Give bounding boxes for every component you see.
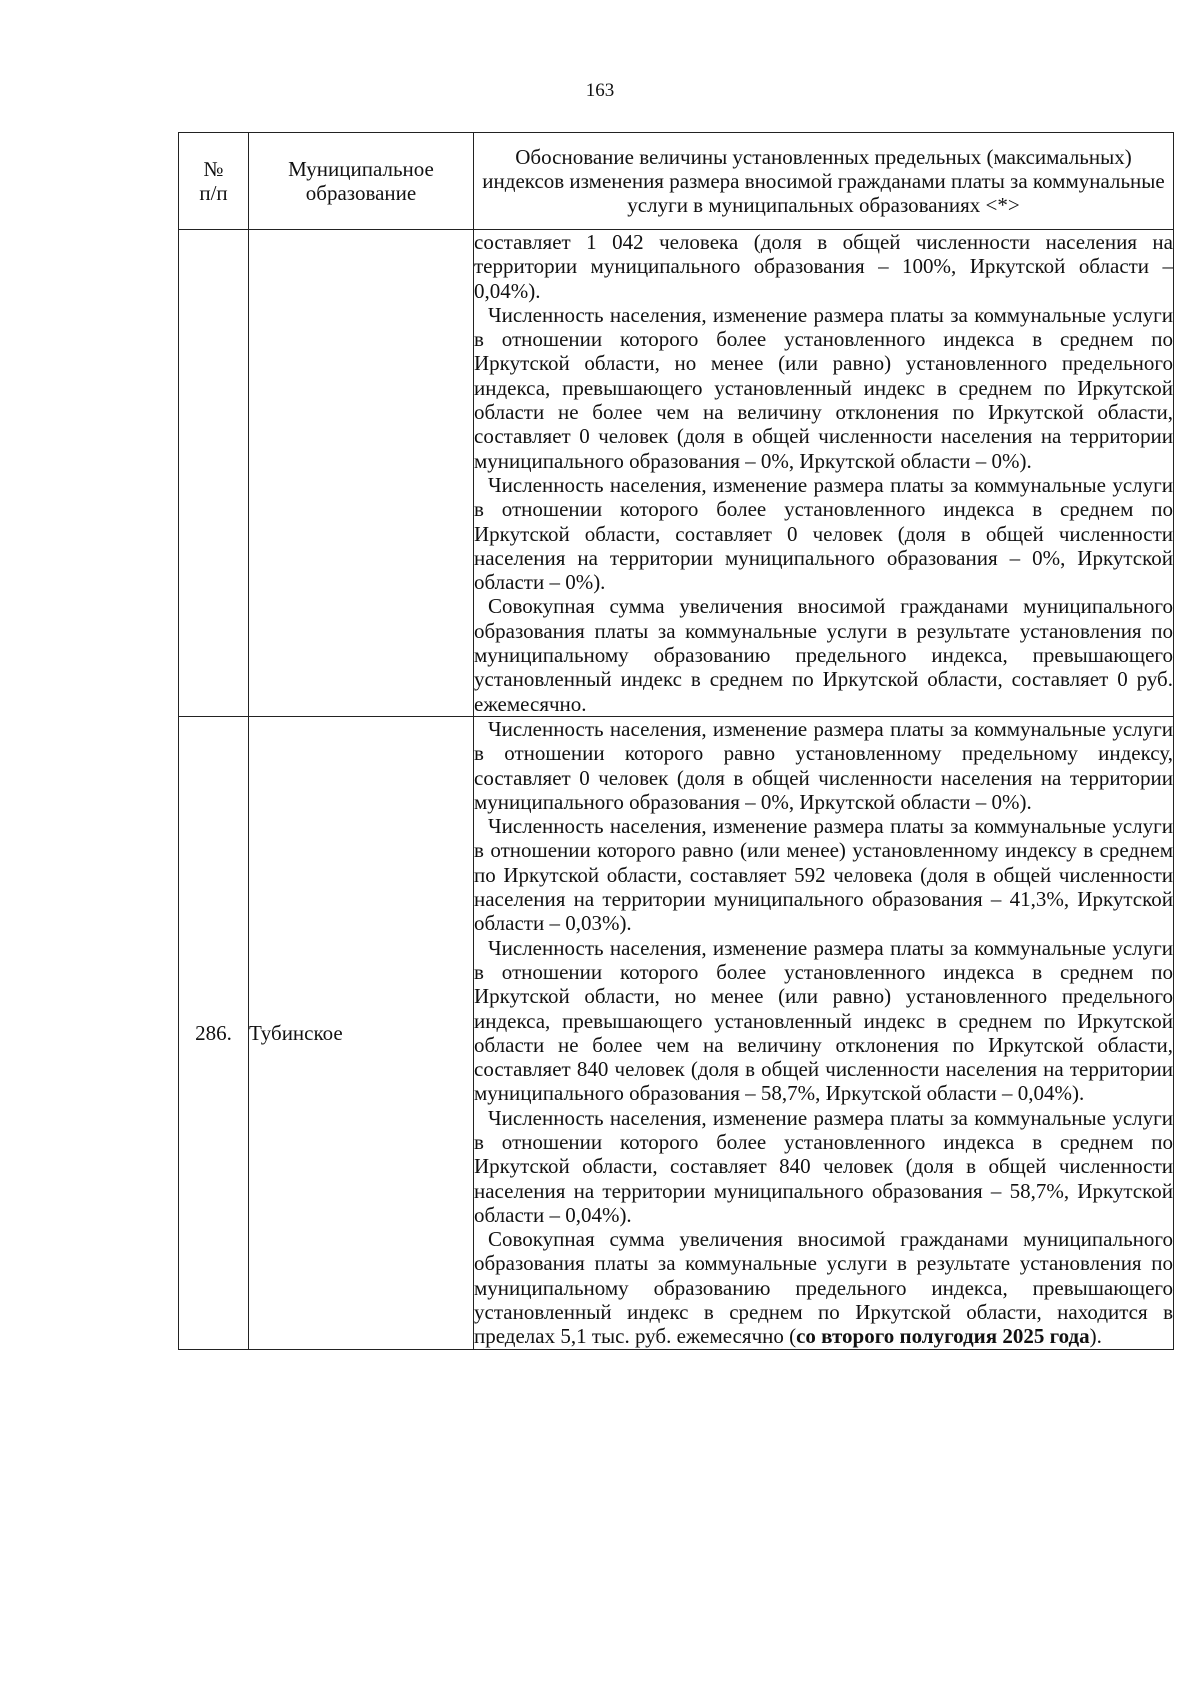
row-number-cell: 286. [179,716,249,1349]
paragraph: Численность населения, изменение размера платы за коммунальные услуги в отношении которого более установленного индекса в среднем по Иркутской области, но менее (или равно) установленного предельного индекса, превышающего установленный индекс в среднем по Иркутской области не более чем на величину отклонения по Иркутской области, составляет 840 человек (доля в общей численности населения на территории муниципального образования – 58,7%, Иркутской области – 0,04%). [474,935,1173,1106]
paragraph: Численность населения, изменение размера платы за коммунальные услуги в отношении которого равно (или менее) установленному индексу в среднем по Иркутской области, составляет 592 человека (доля в общей численности населения на территории муниципального образования – 41,3%, Иркутской области – 0,03%). [474,814,1173,936]
table-header-row [179,133,1174,230]
paragraph-bold-period: со второго полугодия 2025 года [796,1324,1090,1349]
row-number-cell [179,230,249,717]
header-number-abbrev: п/п [199,181,228,205]
header-municipality-line2: образование [305,181,417,205]
paragraph: составляет 1 042 человека (доля в общей численности населения на территории муниципального образования – 100%, Иркутской области – 0,04%). [474,230,1173,303]
header-justification: Обоснование величины установленных предельных (максимальных) индексов изменения размера вносимой гражданами платы за коммунальные услуги в муниципальных образованиях <*> [474,133,1174,230]
header-municipality [249,133,474,230]
header-number [179,133,249,230]
row-justification-cell [474,230,1174,717]
paragraph [474,1227,1173,1348]
paragraph: Численность населения, изменение размера платы за коммунальные услуги в отношении которого равно установленному предельному индексу, составляет 0 человек (доля в общей численности населения на территории муниципального образования – 0%, Иркутской области – 0%). [474,716,1173,814]
row-municipality-cell: Тубинское [249,716,474,1349]
table-row [179,230,1174,717]
header-municipality-line1: Муниципальное [288,156,434,181]
paragraph: Численность населения, изменение размера платы за коммунальные услуги в отношении которого более установленного индекса в среднем по Иркутской области, составляет 0 человек (доля в общей численности населения на территории муниципального образования – 0%, Иркутской области – 0%). [474,472,1173,595]
table-row [179,716,1174,1349]
paragraph: Совокупная сумма увеличения вносимой гражданами муниципального образования платы за коммунальные услуги в результате установления по муниципальному образованию предельного индекса, превышающего установленный индекс в среднем по Иркутской области, составляет 0 руб. ежемесячно. [474,594,1173,716]
paragraph: Численность населения, изменение размера платы за коммунальные услуги в отношении которого более установленного индекса в среднем по Иркутской области, но менее (или равно) установленного предельного индекса, превышающего установленный индекс в среднем по Иркутской области не более чем на величину отклонения по Иркутской области, составляет 0 человек (доля в общей численности населения на территории муниципального образования – 0%, Иркутской области – 0%). [474,302,1173,473]
tariff-index-table [178,132,1174,1350]
paragraph: Численность населения, изменение размера платы за коммунальные услуги в отношении которого более установленного индекса в среднем по Иркутской области, составляет 840 человек (доля в общей численности населения на территории муниципального образования – 58,7%, Иркутской области – 0,04%). [474,1105,1173,1227]
row-municipality-cell [249,230,474,717]
row-justification-cell [474,716,1174,1349]
page-number: 163 [585,80,615,101]
paragraph-end: ). [1089,1324,1102,1349]
header-number-symbol: № [203,156,224,181]
paragraph-text: Совокупная сумма увеличения вносимой гражданами муниципального образования платы за коммунальные услуги в результате установления по муниципальному образованию предельного индекса, превышающего установленный индекс в среднем по Иркутской области, находится в пределах 5,1 тыс. руб. ежемесячно ( [474,1227,1173,1349]
